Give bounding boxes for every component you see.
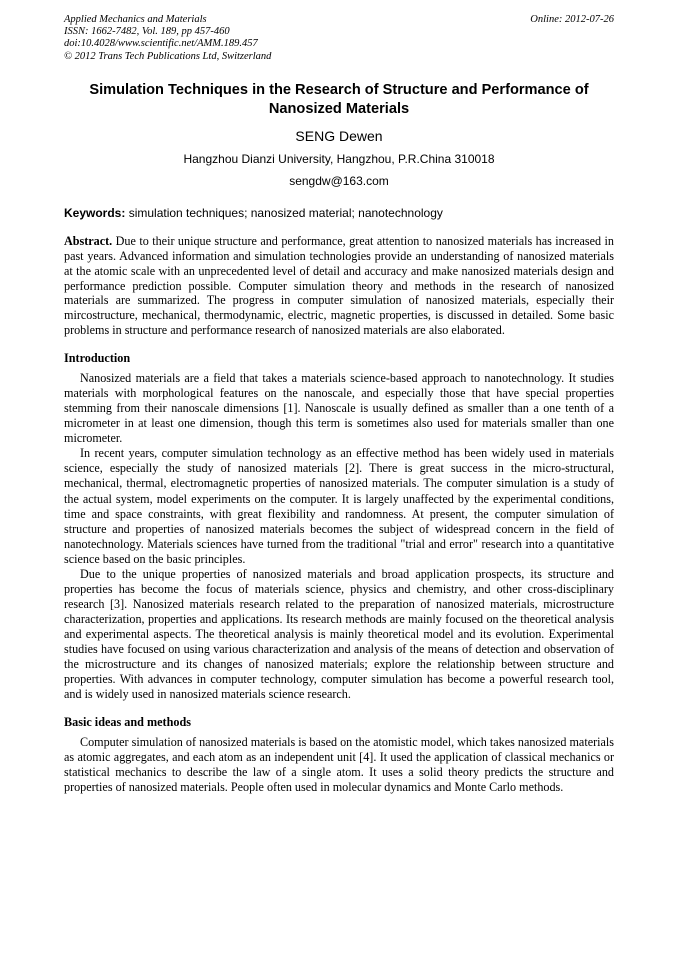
introduction-paragraph-1: Nanosized materials are a field that takes a materials science-based approach to nanotechnology. It studies materials with morphological features on the nanoscale, and especially those that have special properties stemming from their nanoscale dimensions [1]. Nanoscale is usually defined as smaller than a one tenth of a micrometer in at least one dimension, though this term is sometimes also used for materials smaller than one micrometer. [64,371,614,446]
section-heading-introduction: Introduction [64,351,131,366]
paper-title: Simulation Techniques in the Research of Structure and Performance of Nanosized Materials [89,81,589,117]
author-email[interactable]: sengdw@163.com [289,173,389,188]
abstract-label: Abstract. [64,233,113,248]
abstract [64,234,614,338]
journal-header [64,14,614,63]
paper-page [64,14,614,795]
keywords [64,206,614,220]
author-name: SENG Dewen [295,127,383,144]
online-date: Online: 2012-07-26 [530,14,614,25]
copyright-line: © 2012 Trans Tech Publications Ltd, Switzerland [64,50,272,62]
section-heading-basic-ideas: Basic ideas and methods [64,715,191,730]
issn-line: ISSN: 1662-7482, Vol. 189, pp 457-460 [64,26,230,38]
keywords-text: simulation techniques; nanosized material; nanotechnology [125,205,443,220]
author-affiliation: Hangzhou Dianzi University, Hangzhou, P.R.China 310018 [183,151,495,166]
abstract-text: Due to their unique structure and performance, great attention to nanosized materials has increased in past years. Advanced information and simulation technologies provide an understanding of nanosized materials at the atomic scale with an unprecedented level of detail and accuracy and make nanosized materials design and performance prediction possible. Computer simulation theory and methods in the research of nanosized materials are summarized. The progress in computer simulation of nanosized materials, especially their mircostructure, mechanical, thermodynamic, electric, magnetic properties, is discussed in detailed. Some basic problems in structure and performance research of nanosized materials are also elaborated. [64,233,614,338]
basic-ideas-paragraph-1: Computer simulation of nanosized materials is based on the atomistic model, which takes nanosized materials as atomic aggregates, and each atom as an independent unit [4]. It used the application of classical mechanics or statistical mechanics to describe the law of a single atom. It uses a solid theory predicts the structure and properties of nanosized materials. People often used in molecular dynamics and Monte Carlo methods. [64,735,614,795]
journal-name: Applied Mechanics and Materials [64,14,207,25]
introduction-paragraph-3: Due to the unique properties of nanosized materials and broad application prospects, its structure and properties has become the focus of materials science, physics and chemistry, and other cross-disciplinary research [3]. Nanosized materials research related to the preparation of nanosized materials, microstructure characterization, properties and applications. Its research methods are mainly focused on the theoretical analysis and experimental aspects. The theoretical analysis is mainly theoretical model and its evolution. Experimental studies have focused on using various characterization and analysis of the means of detection and observation of the microstructure and its changes of nanosized materials; explore the relationship between structure and properties. With advances in computer technology, computer simulation has become a powerful research tool, and is widely used in nanosized materials science research. [64,566,614,702]
doi-line[interactable]: doi:10.4028/www.scientific.net/AMM.189.457 [64,38,258,50]
introduction-paragraph-2: In recent years, computer simulation technology as an effective method has been widely used in materials science, especially the study of nanosized materials [2]. There is great success in the micro-structural, mechanical, thermal, electromagnetic properties of nanosized materials. The computer simulation is a study of the actual system, model experiments on the computer. It is largely unaffected by the experimental conditions, time and space constraints, with great flexibility and randomness. At present, the computer simulation of structure and properties of nanosized materials becomes the subject of widespread concern in the field of nanotechnology. Materials sciences have turned from the traditional "trial and error" research into a quantitative science based on the basic principles. [64,446,614,566]
keywords-label: Keywords: [64,205,126,220]
